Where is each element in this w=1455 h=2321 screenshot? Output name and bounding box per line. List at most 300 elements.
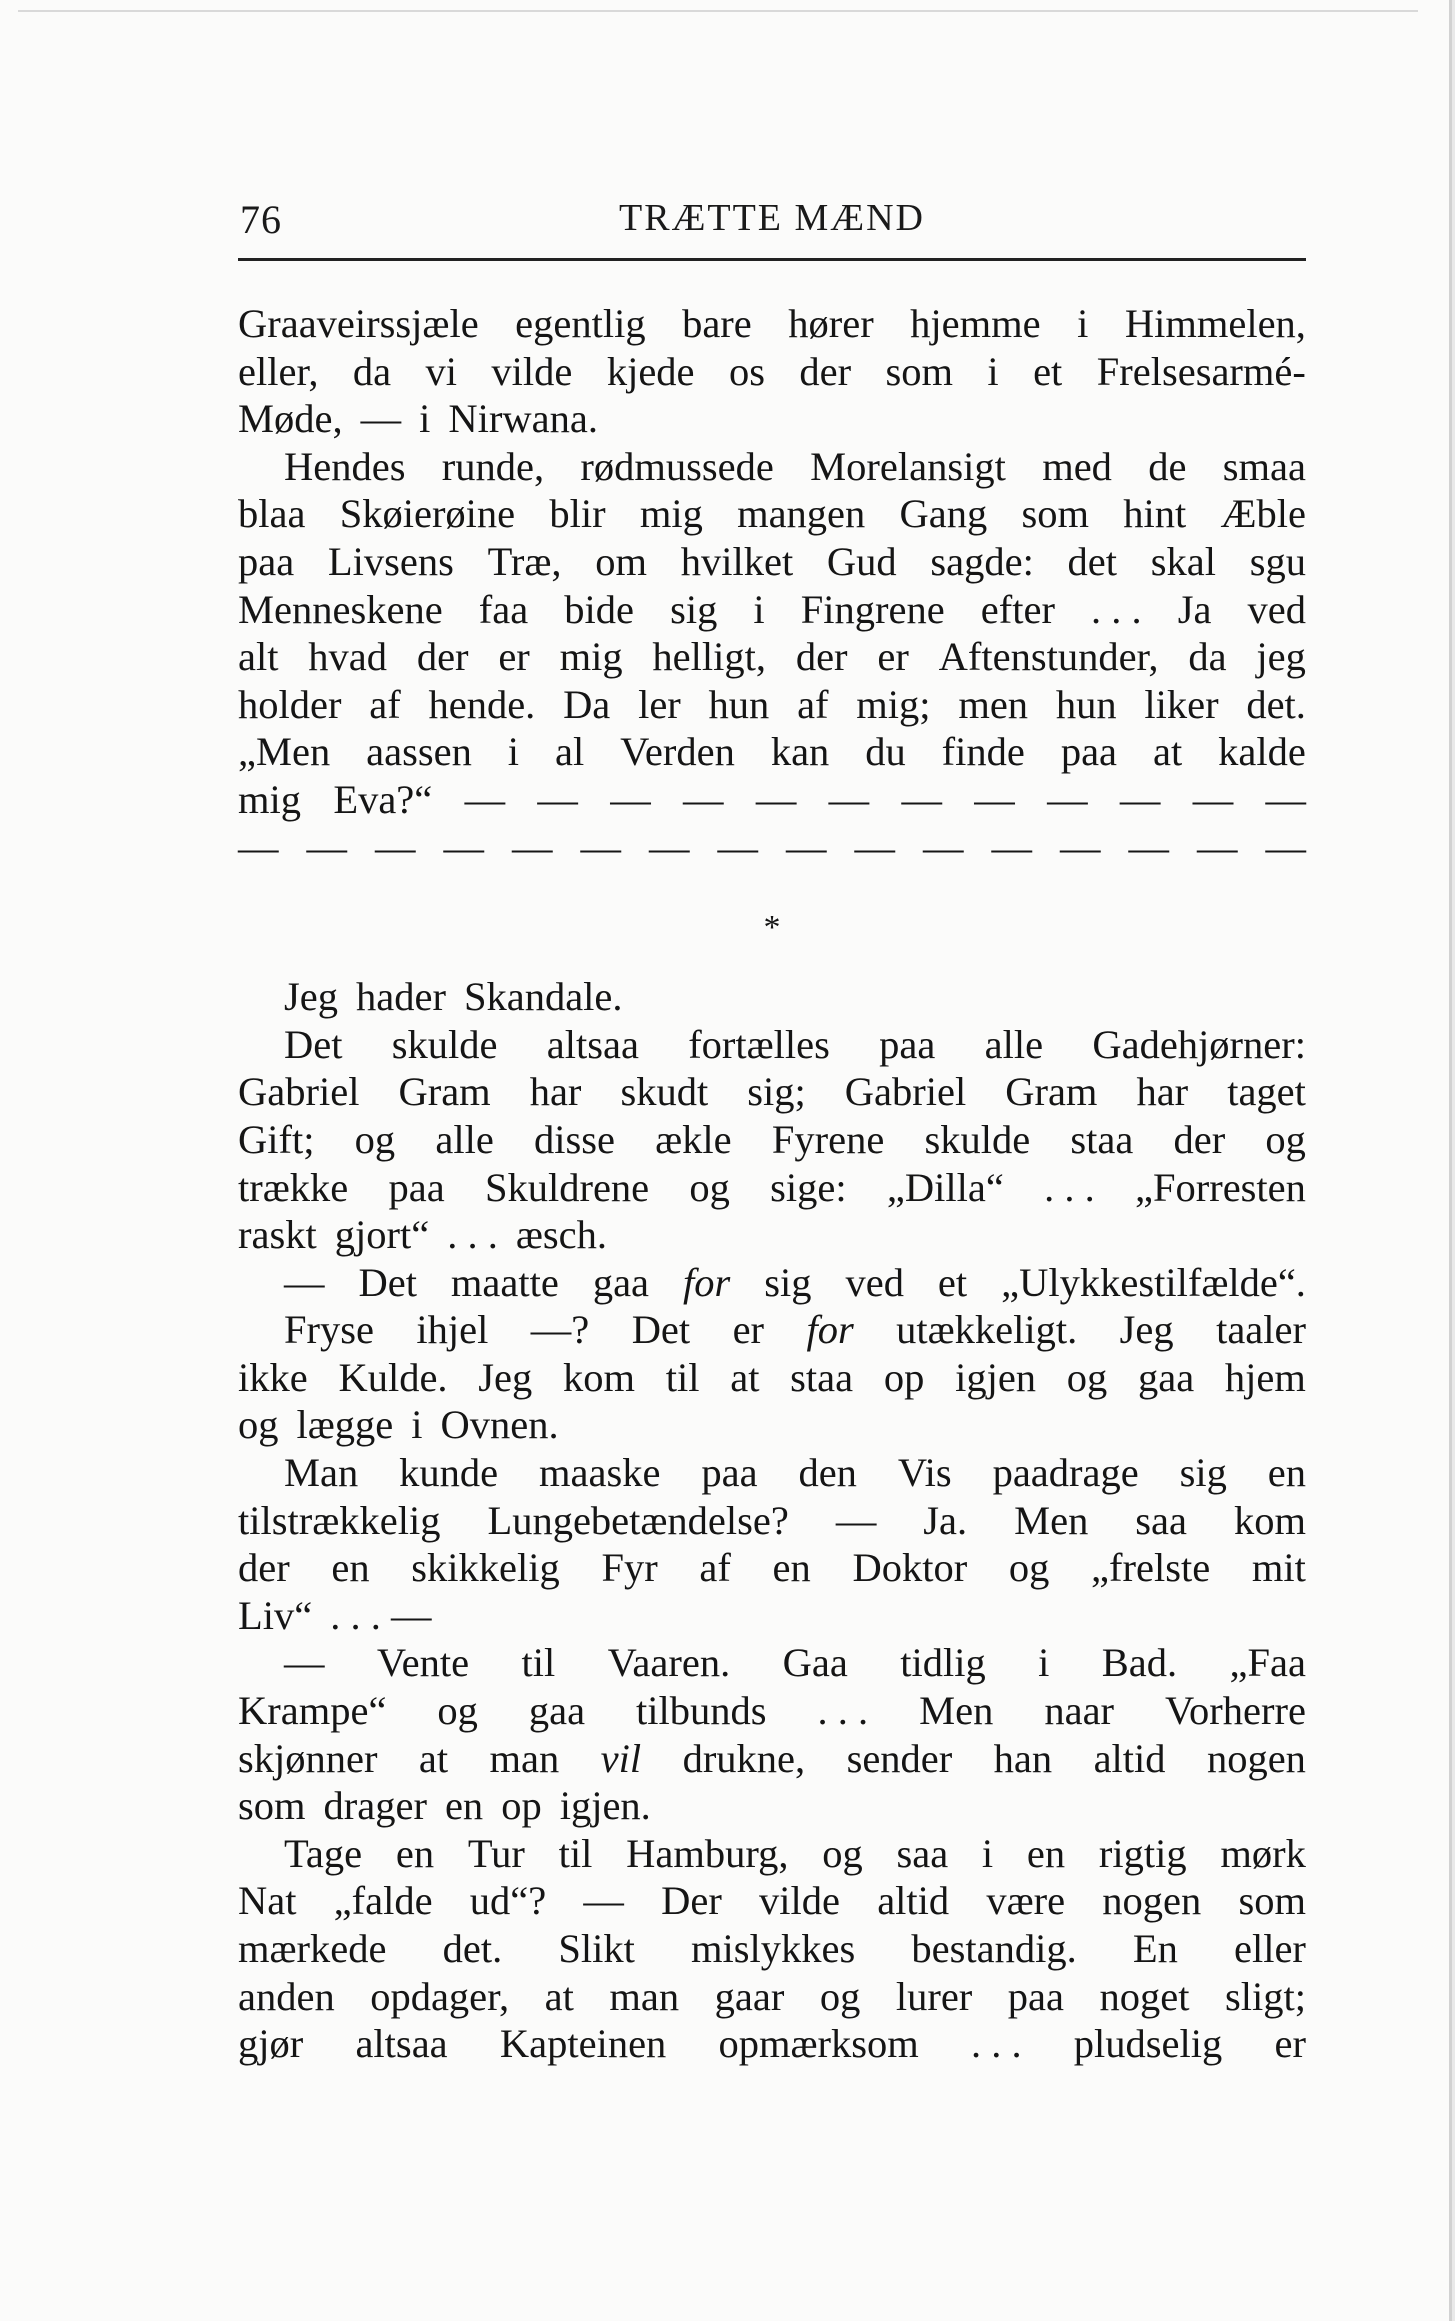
word: mig — [639, 491, 703, 537]
dash: — — [284, 1640, 325, 1686]
word: i — [411, 1402, 423, 1448]
word: de — [1148, 443, 1187, 489]
word: og — [354, 1116, 396, 1162]
word: „Forresten — [1134, 1164, 1306, 1210]
word: mørk — [1220, 1830, 1306, 1876]
word: som — [238, 1783, 306, 1829]
word: Himmelen, — [1124, 301, 1306, 346]
word: kjede — [606, 348, 695, 394]
word: Morelansigt — [810, 443, 1006, 489]
word: Fyrene — [771, 1116, 885, 1162]
dash: — — [828, 776, 870, 822]
dash: — — [683, 776, 724, 822]
word: altid — [1093, 1735, 1166, 1781]
word: Ja — [1177, 586, 1212, 632]
word: Jeg — [1119, 1307, 1174, 1353]
word: op — [883, 1354, 925, 1400]
word: sender — [846, 1735, 953, 1781]
word: gjør — [238, 2021, 304, 2067]
word: men — [958, 681, 1029, 727]
word: Da — [563, 681, 611, 727]
word: ler — [638, 681, 681, 727]
word: i — [507, 729, 520, 775]
word: til — [521, 1640, 556, 1686]
text-line — [238, 824, 1306, 872]
word: Vorherre — [1165, 1688, 1306, 1734]
word: Fingrene — [800, 586, 945, 632]
dash: — — [1192, 776, 1234, 822]
word: altsaa — [546, 1021, 639, 1067]
word: alle — [984, 1021, 1044, 1067]
dash: — — [464, 776, 506, 822]
word: kalde — [1218, 729, 1306, 775]
dash: — — [835, 1497, 877, 1543]
word: mangen — [737, 491, 866, 537]
text-line — [238, 1592, 1306, 1640]
word: en — [444, 1783, 484, 1829]
word: taget — [1227, 1069, 1306, 1115]
text-line — [238, 1687, 1306, 1735]
word: opdager, — [370, 1973, 510, 2019]
word: altid — [877, 1878, 950, 1924]
word: mig — [559, 634, 623, 680]
word: sgu — [1249, 538, 1306, 584]
text-line — [238, 728, 1306, 776]
text-line — [238, 1973, 1306, 2021]
word: bestandig. — [911, 1926, 1077, 1971]
text-line — [238, 1782, 1306, 1830]
word: fortælles — [688, 1021, 830, 1067]
word: han — [993, 1735, 1053, 1781]
text-line — [238, 1259, 1306, 1307]
word: En — [1132, 1926, 1178, 1971]
dash: — — [1265, 776, 1306, 822]
word: kunde — [399, 1450, 499, 1496]
word: pludselig — [1073, 2021, 1223, 2067]
word: Det — [631, 1307, 691, 1353]
dash: — — [717, 824, 758, 870]
word: med — [1042, 443, 1112, 489]
dash: — — [610, 776, 651, 822]
word: er — [1274, 2021, 1306, 2067]
word: egentlig — [515, 301, 646, 346]
word: efter — [980, 586, 1055, 632]
word: drager — [323, 1783, 427, 1829]
word: vilde — [759, 1878, 840, 1924]
word: paa — [388, 1164, 445, 1210]
dash: — — [238, 824, 279, 870]
word: . . . — [1044, 1164, 1095, 1210]
word: —? — [530, 1307, 590, 1353]
dash: — — [580, 824, 621, 870]
word: Slikt — [558, 1926, 635, 1971]
word: alle — [435, 1116, 494, 1162]
word: raskt — [238, 1212, 317, 1258]
word: Skøierøine — [339, 491, 516, 537]
word: gjort“ — [334, 1212, 430, 1258]
word: lurer — [895, 1973, 973, 2019]
word: maaske — [539, 1450, 661, 1496]
word: vi — [425, 348, 458, 394]
word: disse — [533, 1116, 615, 1162]
word: en — [772, 1545, 811, 1591]
word: Krampe“ — [238, 1688, 387, 1734]
text-block-1 — [238, 300, 1306, 871]
word: Menneskene — [238, 586, 443, 632]
word: Tur — [467, 1830, 525, 1876]
word: paadrage — [992, 1450, 1139, 1496]
word: skikkelig — [411, 1545, 560, 1591]
word: i — [753, 586, 765, 632]
word: et — [937, 1259, 968, 1305]
word: . . . — [1091, 586, 1142, 632]
word: altsaa — [355, 2021, 448, 2067]
word: Fryse — [284, 1307, 374, 1353]
word: Der — [661, 1878, 722, 1924]
dash: — — [755, 776, 797, 822]
dash: — — [306, 824, 347, 870]
text-line — [238, 1401, 1306, 1449]
dash: — — [1265, 824, 1306, 870]
word: Æble — [1220, 491, 1306, 537]
word: det. — [442, 1926, 503, 1971]
text-line — [238, 1306, 1306, 1354]
word: ikke — [238, 1354, 308, 1400]
word: sligt; — [1224, 1973, 1306, 2019]
word: Gift; — [238, 1116, 315, 1162]
word: Ja. — [923, 1497, 968, 1543]
word: Frelsesarmé- — [1096, 348, 1306, 394]
word: mislykkes — [690, 1926, 856, 1971]
word: i — [987, 348, 999, 394]
word: er — [732, 1307, 765, 1353]
text-line — [238, 1735, 1306, 1783]
text-line — [238, 1164, 1306, 1212]
word: tidlig — [900, 1640, 986, 1686]
text-line — [238, 1021, 1306, 1069]
word: tilstrækkelig — [238, 1497, 441, 1543]
word: skjønner — [238, 1735, 378, 1781]
word: Det — [284, 1021, 343, 1067]
word: det. — [1246, 681, 1306, 727]
word: mærkede — [238, 1926, 387, 1971]
word: al — [555, 729, 585, 775]
dash: — — [1128, 824, 1169, 870]
word: sig; — [747, 1069, 806, 1115]
word: Gram — [1005, 1069, 1098, 1115]
word: Doktor — [852, 1545, 968, 1591]
word: Gadehjørner: — [1092, 1021, 1306, 1067]
word: igjen — [955, 1354, 1037, 1400]
word: Nat — [238, 1878, 297, 1924]
section-gap — [238, 871, 1306, 897]
word: „frelste — [1091, 1545, 1211, 1591]
header-rule — [238, 258, 1306, 261]
word: at — [418, 1735, 449, 1781]
word: Møde, — [238, 396, 343, 442]
word: mig — [238, 776, 302, 822]
word: i — [1038, 1640, 1050, 1686]
word: af — [797, 681, 829, 727]
word: alt — [238, 634, 279, 680]
word: bare — [682, 301, 752, 346]
word: Kulde. — [338, 1354, 448, 1400]
word: nogen — [1206, 1735, 1306, 1781]
dash: — — [974, 776, 1015, 822]
word: og — [1008, 1545, 1050, 1591]
word: holder — [238, 681, 342, 727]
word: Bad. — [1101, 1640, 1178, 1686]
text-line — [238, 300, 1306, 348]
word: helligt, — [652, 634, 767, 680]
text-line — [238, 681, 1306, 729]
word: hint — [1123, 491, 1187, 537]
text-line — [238, 776, 1306, 824]
word: Jeg — [284, 974, 338, 1020]
word: til — [558, 1830, 593, 1876]
text-line — [238, 1830, 1306, 1878]
word: rødmussede — [580, 443, 774, 489]
word: Skuldrene — [484, 1164, 650, 1210]
dash: — — [923, 824, 964, 870]
word: utækkeligt. — [896, 1307, 1078, 1353]
word: taaler — [1216, 1307, 1306, 1353]
word: der — [795, 634, 848, 680]
word: Gud — [826, 538, 897, 584]
word: ud“? — [469, 1878, 547, 1924]
word: anden — [238, 1973, 335, 2019]
word: til — [665, 1354, 700, 1400]
word: sige: — [770, 1164, 847, 1210]
word: opmærksom — [718, 2021, 919, 2067]
word: jeg — [1256, 634, 1306, 680]
word: bide — [564, 586, 634, 632]
word: runde, — [441, 443, 545, 489]
word: det — [1067, 538, 1118, 584]
word: . . . — [970, 2021, 1022, 2067]
word: liker — [1144, 681, 1219, 727]
running-head: TRÆTTE MÆND — [619, 197, 925, 239]
word: Fyr — [601, 1545, 658, 1591]
word: hun — [708, 681, 770, 727]
word: eller — [1233, 1926, 1306, 1971]
text-line — [238, 395, 1306, 443]
text-line — [238, 1068, 1306, 1116]
text-line — [238, 538, 1306, 586]
word: i — [1077, 301, 1089, 346]
word: Skandale. — [463, 974, 623, 1020]
word: er — [498, 634, 530, 680]
word: som — [1238, 1878, 1306, 1924]
word: igjen. — [559, 1783, 651, 1829]
word: Kapteinen — [499, 2021, 667, 2067]
word: paa — [1007, 1973, 1064, 2019]
word: af — [369, 681, 401, 727]
word: ved — [1247, 586, 1306, 632]
word: Nirwana. — [448, 396, 598, 442]
word: ihjel — [416, 1307, 489, 1353]
word: Aftenstunder, — [938, 634, 1159, 680]
dash: — — [1197, 824, 1238, 870]
word: „Faa — [1229, 1640, 1306, 1686]
text-line — [238, 348, 1306, 396]
word: kom — [563, 1354, 636, 1400]
word: og — [822, 1830, 863, 1876]
word: et — [1033, 348, 1063, 394]
word: har — [1136, 1069, 1189, 1115]
word: Vis — [897, 1450, 952, 1496]
dash: — — [512, 824, 553, 870]
word: hjemme — [910, 301, 1041, 346]
word: af — [699, 1545, 731, 1591]
word: . . . — — [330, 1592, 432, 1638]
dash: — — [649, 824, 690, 870]
word: noget — [1099, 1973, 1190, 2019]
word: Gram — [398, 1069, 491, 1115]
word: for — [806, 1307, 854, 1353]
word: rigtig — [1098, 1830, 1187, 1876]
word: Livsens — [327, 538, 454, 584]
text-line — [238, 443, 1306, 491]
word: og — [437, 1688, 478, 1734]
word: gaa — [1138, 1354, 1195, 1400]
word: der — [1173, 1116, 1226, 1162]
text-line — [238, 1925, 1306, 1973]
word: „Ulykkestilfælde“. — [1001, 1259, 1306, 1305]
word: naar — [1044, 1688, 1115, 1734]
word: sig — [1179, 1450, 1227, 1496]
word: saa — [896, 1830, 949, 1876]
word: i — [981, 1830, 994, 1876]
word: hvilket — [680, 538, 794, 584]
word: hjem — [1224, 1354, 1306, 1400]
word: har — [529, 1069, 582, 1115]
text-line — [238, 1211, 1306, 1259]
word: kan — [770, 729, 830, 775]
word: Vente — [376, 1640, 470, 1686]
text-line — [238, 1877, 1306, 1925]
dash: — — [1119, 776, 1161, 822]
text-line — [238, 973, 1306, 1021]
word: mig; — [856, 681, 931, 727]
word: være — [986, 1878, 1066, 1924]
page-number: 76 — [240, 197, 282, 242]
dash: — — [443, 824, 484, 870]
word: paa — [238, 538, 295, 584]
word: Eva?“ — [333, 776, 433, 822]
text-line — [238, 1544, 1306, 1592]
word: lægge — [296, 1402, 394, 1448]
word: finde — [941, 729, 1025, 775]
word: Vaaren. — [607, 1640, 731, 1686]
dash: — — [1047, 776, 1088, 822]
word: Gaa — [782, 1640, 848, 1686]
word: „Men — [238, 729, 331, 775]
word: skudt — [620, 1069, 709, 1115]
word: sig — [670, 586, 718, 632]
word: skulde — [391, 1021, 498, 1067]
word: Hendes — [284, 443, 406, 489]
word: smaa — [1222, 443, 1306, 489]
word: om — [595, 538, 648, 584]
word: og — [1066, 1354, 1108, 1400]
word: mit — [1251, 1545, 1306, 1591]
word: Lungebetændelse? — [487, 1497, 789, 1543]
word: paa — [1060, 729, 1118, 775]
text-line — [238, 1354, 1306, 1402]
word: blir — [549, 491, 606, 537]
word: æsch. — [515, 1212, 607, 1258]
word: Graaveirssjæle — [238, 301, 479, 346]
word: at — [544, 1973, 574, 2019]
word: skal — [1150, 538, 1216, 584]
section-separator: * — [763, 909, 781, 947]
word: eller, — [238, 348, 319, 394]
word: da — [1188, 634, 1227, 680]
word: faa — [478, 586, 529, 632]
word: i — [419, 396, 431, 442]
word: staa — [1070, 1116, 1134, 1162]
text-line — [238, 633, 1306, 681]
word: og — [238, 1402, 279, 1448]
word: Ovnen. — [440, 1402, 559, 1448]
word: kom — [1233, 1497, 1306, 1543]
word: gaa — [528, 1688, 586, 1734]
word: hører — [788, 301, 874, 346]
word: Gabriel — [844, 1069, 967, 1115]
word: hader — [356, 974, 446, 1020]
word: paa — [879, 1021, 936, 1067]
text-line — [238, 1639, 1306, 1687]
word: en — [331, 1545, 370, 1591]
word: man — [609, 1973, 680, 2019]
word: og — [1265, 1116, 1306, 1162]
word: Men — [919, 1688, 994, 1734]
word: hende. — [428, 681, 536, 727]
word: Tage — [284, 1830, 363, 1876]
word: at — [1152, 729, 1183, 775]
word: Hamburg, — [626, 1830, 789, 1876]
word: og — [819, 1973, 861, 2019]
word: der — [416, 634, 469, 680]
word: der — [799, 348, 852, 394]
text-line — [238, 2020, 1306, 2068]
word: den — [798, 1450, 857, 1496]
word: trække — [238, 1164, 349, 1210]
page-header — [238, 196, 1306, 256]
word: ækle — [655, 1116, 732, 1162]
word: Gang — [899, 491, 988, 537]
word: vil — [600, 1735, 642, 1781]
word: vilde — [491, 348, 573, 394]
word: man — [489, 1735, 560, 1781]
word: for — [683, 1259, 731, 1305]
word: . . . — [817, 1688, 869, 1734]
word: nogen — [1102, 1878, 1202, 1924]
word: en — [1267, 1450, 1306, 1496]
word: gaa — [592, 1259, 650, 1305]
word: saa — [1135, 1497, 1188, 1543]
word: hun — [1055, 681, 1117, 727]
word: som — [1021, 491, 1089, 537]
word: paa — [701, 1450, 758, 1496]
word: sig — [764, 1259, 812, 1305]
word: som — [885, 348, 953, 394]
word: da — [352, 348, 392, 394]
dash: — — [1060, 824, 1101, 870]
dash: — — [786, 824, 827, 870]
text-line — [238, 1497, 1306, 1545]
